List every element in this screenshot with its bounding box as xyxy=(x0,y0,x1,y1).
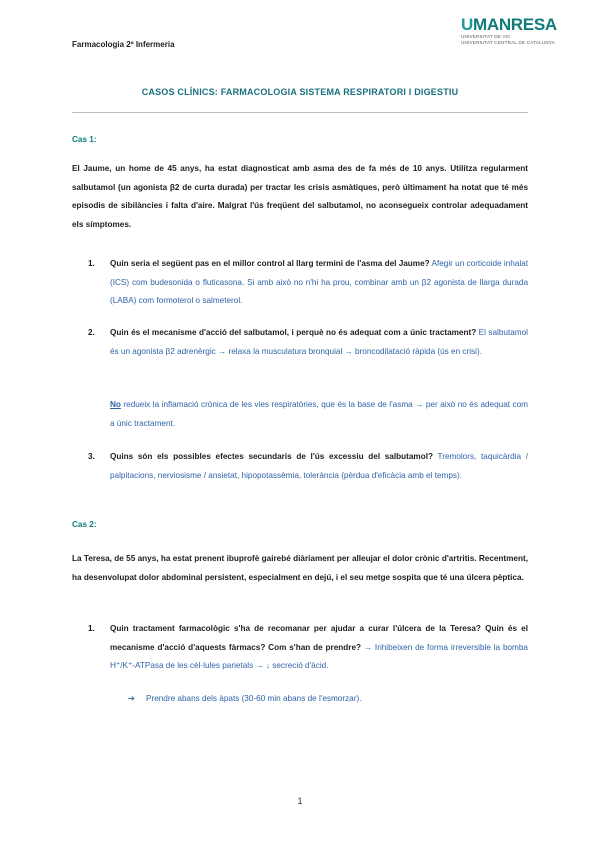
case1-intro: El Jaume, un home de 45 anys, ha estat diagnosticat amb asma des de fa més de 10 anys. Utilitza regularment salbutamol (un agonista β2 de curta durada) per tractar les crisis asmàtiques, però últimament ha notat que té més episodis de sibilàncies i falta d'aire. Malgrat l'ús freqüent del salbutamol, no aconsegueix controlar adequadament els símptomes. xyxy=(72,164,528,229)
case1-item1-answer: Afegir un corticoide inhalat (ICS) com budesonida o fluticasona. Si amb això no n'hi ha prou, combinar amb un β2 agonista de llarga durada (LABA) com formoterol o salmeterol. xyxy=(110,259,528,305)
course-header: Farmacologia 2º Infermeria xyxy=(72,40,175,49)
logo-subline-1: UNIVERSITAT DE VIC xyxy=(461,34,511,39)
case1-item3 xyxy=(110,448,528,485)
umanresa-logo xyxy=(461,16,561,46)
case2-intro: La Teresa, de 55 anys, ha estat prenent ibuprofè gairebé diàriament per alleujar el dolor crònic d'artritis. Recentment, ha desenvolupat dolor abdominal persistent, especialment en dejú, i el seu metge sospita que té una úlcera pèptica. xyxy=(72,554,528,582)
case1-item1-question: Quin seria el següent pas en el millor control al llarg termini de l'asma del Jaume? xyxy=(110,259,430,268)
case1-item2-question: Quin és el mecanisme d'acció del salbutamol, i perquè no és adequat com a únic tractament? xyxy=(110,328,477,337)
case1-item1 xyxy=(110,255,528,311)
case1-item2-extra xyxy=(110,396,528,433)
title-divider xyxy=(72,112,528,113)
case2-item1-answer: → Inhibeixen de forma irreversible la bomba H⁺/K⁺-ATPasa de les cèl·lules parietals → ↓ secreció d'àcid. xyxy=(110,642,528,670)
case1-item2 xyxy=(110,324,528,361)
case2-item1-sub: Prendre abans dels àpats (30-60 min abans de l'esmorzar). xyxy=(146,694,362,703)
case1-item2-answer: El salbutamol és un agonista β2 adrenèrgic → relaxa la musculatura bronquial → broncodilatació ràpida (ús en crisi). xyxy=(110,328,528,356)
arrow-icon: ➔ xyxy=(128,694,135,703)
case1-item2-number: 2. xyxy=(88,328,95,337)
no-emphasis: No xyxy=(110,400,121,409)
case2-item1-number: 1. xyxy=(88,624,95,633)
case1-item3-number: 3. xyxy=(88,452,95,461)
case1-item3-question: Quins són els possibles efectes secundaris de l'ús excessiu del salbutamol? xyxy=(110,452,433,461)
case1-item3-answer: Tremolors, taquicàrdia / palpitacions, nerviosisme / ansietat, hipopotassèmia, tolerància (pèrdua d'eficàcia amb el temps). xyxy=(110,452,528,480)
case2-heading: Cas 2: xyxy=(72,520,97,529)
case1-item1-number: 1. xyxy=(88,259,95,268)
logo-wordmark: UMANRESA xyxy=(461,15,557,34)
case1-heading: Cas 1: xyxy=(72,135,97,144)
case2-item1-question: Quin tractament farmacològic s'ha de recomanar per ajudar a curar l'úlcera de la Teresa? Quin és el mecanisme d'acció d'aquests fàrmacs? Com s'han de prendre? xyxy=(110,624,528,652)
page-number: 1 xyxy=(297,796,303,806)
document-title: CASOS CLÍNICS: FARMACOLOGIA SISTEMA RESPIRATORI I DIGESTIU xyxy=(141,87,459,97)
logo-subline-2: UNIVERSITAT CENTRAL DE CATALUNYA xyxy=(461,39,556,45)
case1-item2-extra-text: redueix la inflamació crònica de les vies respiratòries, que és la base de l'asma → per això no és adequat com a únic tractament. xyxy=(110,400,528,428)
case2-item1 xyxy=(110,620,528,676)
